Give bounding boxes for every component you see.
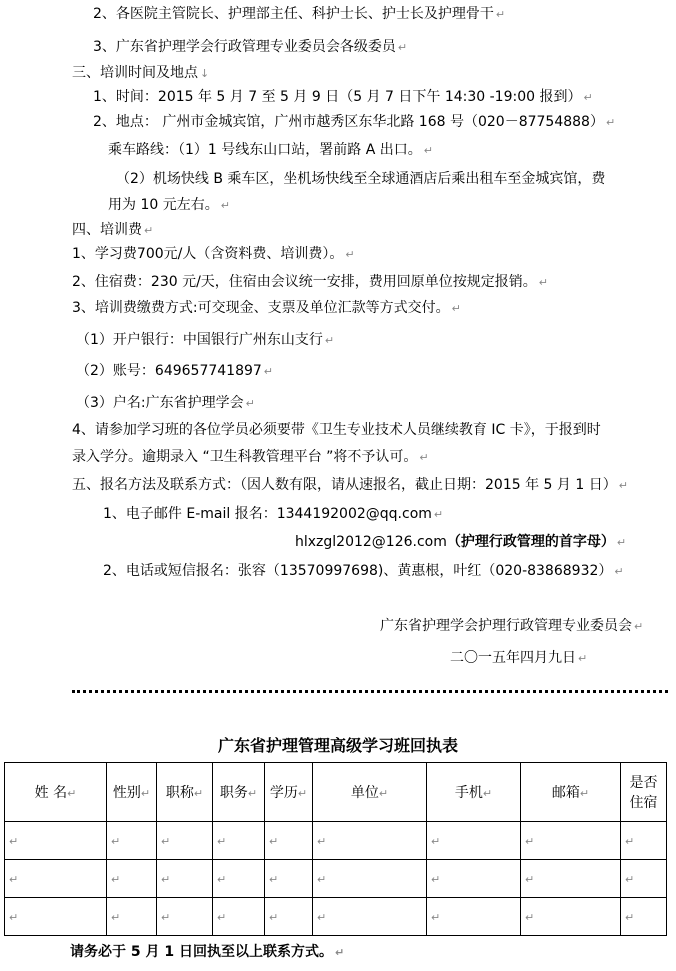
table-row — [5, 822, 667, 860]
issue-date: 二〇一五年四月九日 ↵ — [450, 650, 588, 666]
training-location: 2、地点： 广州市金城宾馆，广州市越秀区东华北路 168 号（020－87754888） ↵ — [93, 114, 616, 130]
header-name: 姓 名↵ — [5, 763, 107, 822]
bank-account: （2）账号：649657741897 ↵ — [76, 363, 274, 379]
table-cell[interactable]: ↵ — [313, 860, 427, 898]
table-cell[interactable]: ↵ — [157, 822, 213, 860]
table-cell[interactable]: ↵ — [107, 860, 157, 898]
training-time: 1、时间：2015 年 5 月 7 至 5 月 9 日（5 月 7 日下午 14:30 -19:00 报到） ↵ — [93, 89, 593, 105]
table-cell[interactable]: ↵ — [521, 898, 621, 936]
table-cell[interactable]: ↵ — [621, 822, 667, 860]
table-cell[interactable]: ↵ — [427, 822, 521, 860]
table-cell[interactable]: ↵ — [107, 822, 157, 860]
ic-card-requirement: 4、请参加学习班的各位学员必须要带《卫生专业技术人员继续教育 IC 卡》，于报到时 — [72, 422, 601, 438]
header-mobile: 手机↵ — [427, 763, 521, 822]
account-holder: （3）户名:广东省护理学会 ↵ — [76, 395, 255, 411]
table-cell[interactable]: ↵ — [157, 860, 213, 898]
table-cell[interactable]: ↵ — [265, 822, 313, 860]
audience-item-2: 2、各医院主管院长、护理部主任、科护士长、护士长及护理骨干 ↵ — [93, 6, 506, 22]
route-metro: 乘车路线：（1）1 号线东山口站，署前路 A 出口。 ↵ — [108, 142, 433, 158]
section-heading-registration: 五、报名方法及联系方式：（因人数有限，请从速报名，截止日期：2015 年 5 月 1 日） ↵ — [72, 477, 628, 493]
table-cell[interactable]: ↵ — [5, 860, 107, 898]
table-cell[interactable]: ↵ — [427, 898, 521, 936]
route-airport-express: （2）机场快线 B 乘车区，坐机场快线至全球通酒店后乘出租车至金城宾馆，费 — [116, 171, 606, 187]
table-cell[interactable]: ↵ — [313, 822, 427, 860]
table-cell[interactable]: ↵ — [213, 822, 265, 860]
accommodation-fee: 2、住宿费：230 元/天，住宿由会议统一安排，费用回原单位按规定报销。 ↵ — [72, 274, 549, 290]
dotted-cut-line — [72, 684, 668, 693]
header-position: 职务↵ — [213, 763, 265, 822]
table-cell[interactable]: ↵ — [5, 898, 107, 936]
table-cell[interactable]: ↵ — [621, 860, 667, 898]
header-gender: 性别↵ — [107, 763, 157, 822]
payment-methods: 3、培训费缴费方式:可交现金、支票及单位汇款等方式交付。 ↵ — [72, 300, 461, 316]
table-cell[interactable]: ↵ — [157, 898, 213, 936]
table-cell[interactable]: ↵ — [621, 898, 667, 936]
table-cell[interactable]: ↵ — [521, 860, 621, 898]
route-airport-fare: 用为 10 元左右。 ↵ — [108, 197, 230, 213]
phone-registration: 2、电话或短信报名：张容（13570997698)、黄惠根，叶红（020-83868932） ↵ — [103, 563, 624, 579]
table-row — [5, 898, 667, 936]
bank-name: （1）开户银行：中国银行广州东山支行 ↵ — [76, 332, 335, 348]
table-header-row — [5, 763, 667, 822]
header-email: 邮箱↵ — [521, 763, 621, 822]
header-accommodation: 是否住宿 — [621, 763, 667, 822]
issuer-name: 广东省护理学会护理行政管理专业委员会 ↵ — [380, 618, 644, 634]
audience-item-3: 3、广东省护理学会行政管理专业委员会各级委员 ↵ — [93, 39, 408, 55]
header-organization: 单位↵ — [313, 763, 427, 822]
email-registration: 1、电子邮件 E-mail 报名：1344192002@qq.com ↵ — [103, 506, 444, 522]
table-cell[interactable]: ↵ — [265, 898, 313, 936]
credit-entry-note: 录入学分。逾期录入 “卫生科教管理平台 ”将不予认可。 ↵ — [72, 449, 429, 465]
tuition-fee: 1、学习费700元/人（含资料费、培训费）。 ↵ — [72, 246, 355, 262]
table-row — [5, 860, 667, 898]
table-cell[interactable]: ↵ — [313, 898, 427, 936]
table-cell[interactable]: ↵ — [213, 898, 265, 936]
alt-email-address: hlxzgl2012@126.com — [295, 534, 447, 550]
table-cell[interactable]: ↵ — [213, 860, 265, 898]
email-registration-alt: hlxzgl2012@126.com（护理行政管理的首字母） ↵ — [295, 534, 627, 550]
table-cell[interactable]: ↵ — [265, 860, 313, 898]
section-heading-time-place: 三、培训时间及地点 ↓ — [72, 65, 210, 81]
table-cell[interactable]: ↵ — [5, 822, 107, 860]
receipt-form-title: 广东省护理管理高级学习班回执表 — [217, 736, 458, 755]
table-cell[interactable]: ↵ — [107, 898, 157, 936]
table-cell[interactable]: ↵ — [427, 860, 521, 898]
return-deadline-note: 请务必于 5 月 1 日回执至以上联系方式。 ↵ — [70, 944, 345, 960]
receipt-form-table — [4, 762, 667, 936]
header-title: 职称↵ — [157, 763, 213, 822]
table-cell[interactable]: ↵ — [521, 822, 621, 860]
section-heading-fees: 四、培训费 ↵ — [72, 222, 154, 238]
header-education: 学历↵ — [265, 763, 313, 822]
email-initials-note: （护理行政管理的首字母） — [446, 534, 615, 550]
